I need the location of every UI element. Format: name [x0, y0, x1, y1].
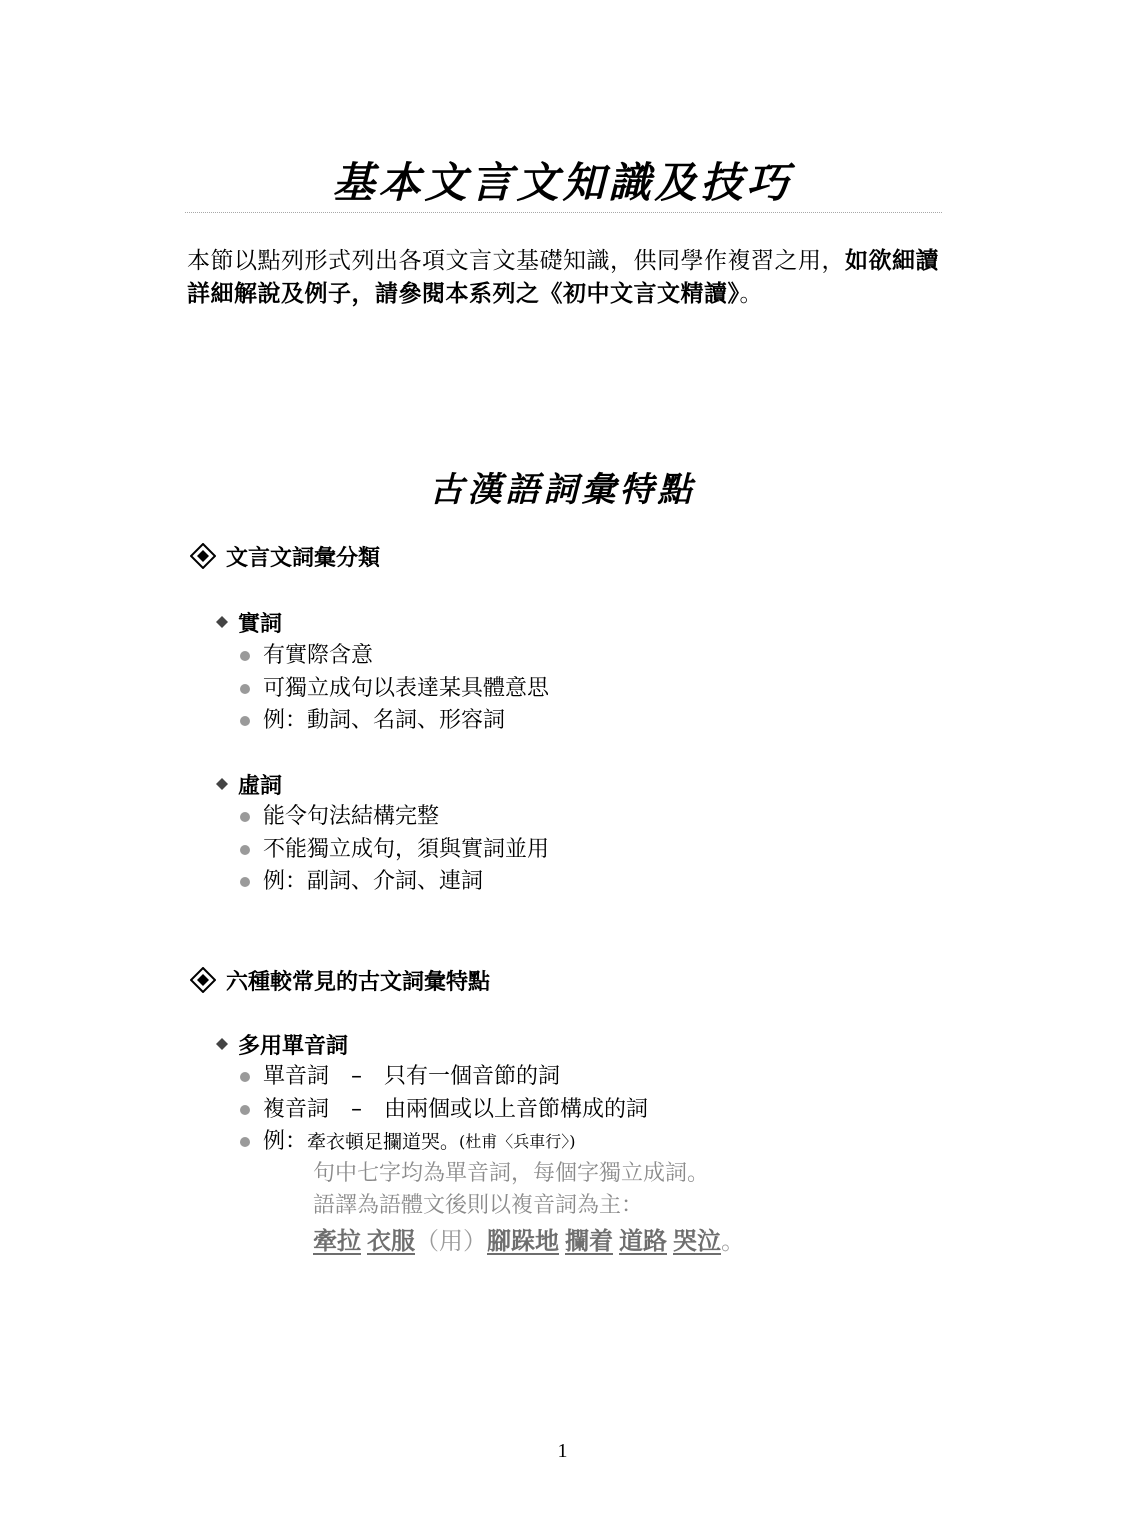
subheading-text: 多用單音詞: [238, 1033, 349, 1059]
gray-dot-icon: [240, 877, 250, 887]
diamond-filled-icon: [216, 778, 228, 790]
heading-text: 六種較常見的古文詞彙特點: [226, 969, 491, 995]
page-number: 1: [557, 1440, 568, 1462]
list-xu: [240, 801, 549, 899]
diamond-outline-icon: [190, 967, 216, 993]
translation-line: 牽拉 衣服（用）腳跺地 攔着 道路 哭泣。: [313, 1227, 745, 1255]
intro-bold-text: 如欲細讀詳細解說及例子，請參閱本系列之《初中文言文精讀》: [187, 248, 939, 307]
list-shi: [240, 640, 549, 738]
gray-dot-icon: [240, 1105, 250, 1115]
heading-text: 文言文詞彙分類: [226, 545, 381, 571]
subheading-xu: [216, 768, 282, 800]
list-item: 能令句法結構完整: [240, 801, 549, 834]
list-monosyllabic: [240, 1061, 648, 1159]
example-quote: 牽衣頓足攔道哭。: [307, 1131, 460, 1153]
intro-text: 本節以點列形式列出各項文言文基礎知識，供同學作複習之用，: [187, 248, 845, 274]
diamond-filled-icon: [216, 1038, 228, 1050]
diamond-filled-icon: [216, 616, 228, 628]
example-note: 句中七字均為單音詞，每個字獨立成詞。: [313, 1161, 710, 1186]
subheading-monosyllabic: [216, 1028, 348, 1060]
list-item: 有實際含意: [240, 640, 549, 673]
page-title: 基本文言文知識及技巧: [332, 158, 793, 207]
gray-dot-icon: [240, 716, 250, 726]
diamond-outline-icon: [190, 543, 216, 569]
list-item: 例： 牽衣頓足攔道哭。 (杜甫〈兵車行〉): [240, 1126, 648, 1159]
list-item: 複音詞 – 由兩個或以上音節構成的詞: [240, 1094, 648, 1127]
heading-vocabulary-categories: [190, 539, 380, 573]
list-item: 例：動詞、名詞、形容詞: [240, 705, 549, 738]
gray-dot-icon: [240, 684, 250, 694]
gray-dot-icon: [240, 1137, 250, 1147]
intro-paragraph: [187, 245, 942, 311]
gray-dot-icon: [240, 845, 250, 855]
subheading-text: 虛詞: [238, 773, 283, 799]
gray-dot-icon: [240, 1072, 250, 1082]
list-item: 例：副詞、介詞、連詞: [240, 866, 549, 899]
subheading-text: 實詞: [238, 611, 283, 637]
intro-end: 。: [739, 281, 763, 307]
list-item: 不能獨立成句，須與實詞並用: [240, 834, 549, 867]
heading-vocabulary-features: [190, 963, 490, 997]
title-divider: [185, 212, 942, 213]
list-item: 單音詞 – 只有一個音節的詞: [240, 1061, 648, 1094]
list-item: 可獨立成句以表達某具體意思: [240, 673, 549, 706]
gray-dot-icon: [240, 651, 250, 661]
gray-dot-icon: [240, 812, 250, 822]
example-note: 語譯為語體文後則以複音詞為主：: [313, 1193, 644, 1218]
subheading-shi: [216, 606, 282, 638]
section-title: 古漢語詞彙特點: [429, 470, 696, 510]
example-source: (杜甫〈兵車行〉): [459, 1132, 576, 1151]
